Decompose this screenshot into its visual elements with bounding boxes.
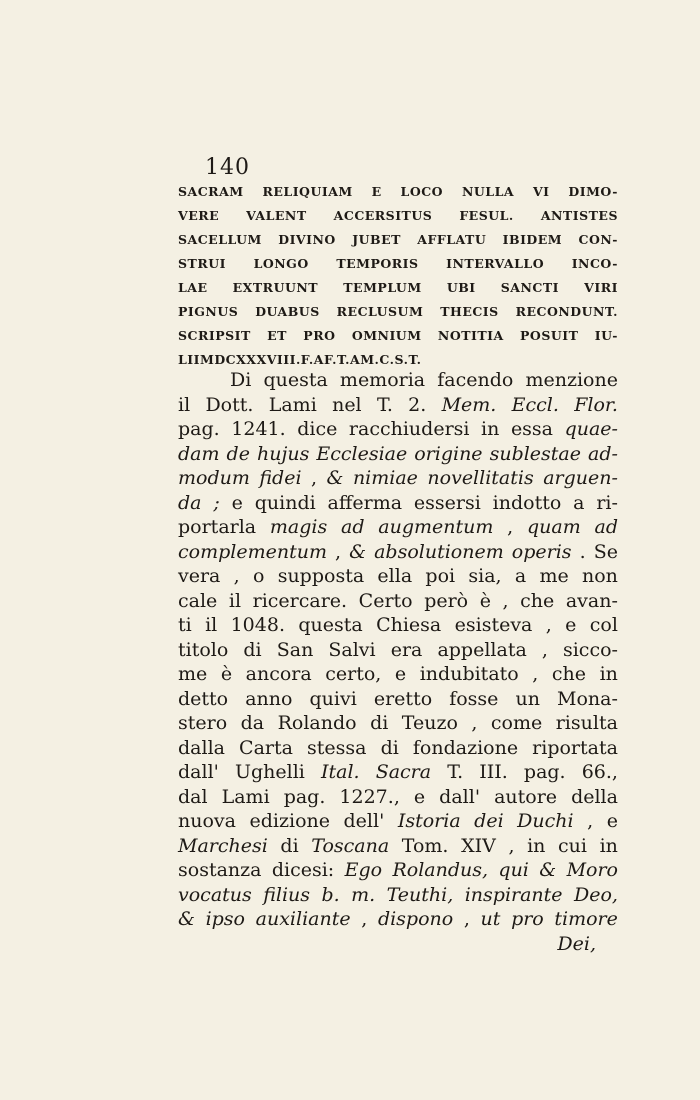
italic-word: fidei	[259, 467, 302, 489]
word: e	[413, 785, 426, 808]
italic-word: arguen-	[543, 467, 618, 489]
italic-word: ipso	[205, 908, 245, 930]
inscription-word: TEMPORIS	[336, 256, 419, 271]
italic-word: &	[178, 908, 195, 930]
word: essersi	[413, 491, 481, 514]
inscription-word: TEMPLUM	[343, 280, 422, 295]
inscription-word: NULLA	[461, 184, 515, 199]
text-line	[178, 540, 618, 565]
inscription-word: T.	[408, 352, 422, 367]
word: ,	[508, 834, 515, 857]
inscription-word: VALENT	[246, 208, 307, 223]
inscription-word: ET	[267, 328, 287, 343]
word: me	[178, 663, 208, 685]
word: e	[231, 491, 243, 514]
word: pag.	[178, 418, 220, 440]
word: da	[240, 712, 265, 734]
word: Se	[593, 540, 618, 563]
inscription-word: DIVINO	[278, 232, 336, 247]
word: in	[481, 418, 500, 440]
word: 1227.,	[339, 785, 400, 808]
word: 66.,	[581, 761, 618, 783]
text-line	[178, 393, 618, 418]
word: ,	[233, 565, 240, 587]
italic-word: quam	[526, 516, 581, 538]
inscription-word: PIGNUS	[178, 304, 239, 319]
word: appellata	[437, 638, 527, 661]
word: Teuzo	[401, 712, 458, 734]
italic-word: absolutionem	[374, 540, 504, 563]
word: pag.	[523, 761, 566, 783]
inscription-word: LONGO	[253, 256, 309, 271]
italic-word: ad-	[588, 442, 618, 465]
word: era	[390, 638, 423, 661]
inscription-word: RELIQUIAM	[262, 184, 353, 199]
inscription-word: IU-	[594, 328, 618, 343]
word: col	[589, 614, 618, 636]
word: Lami	[221, 785, 270, 808]
italic-word: complementum	[178, 540, 327, 563]
word: racchiudersi	[348, 418, 470, 440]
inscription-word: VI	[532, 184, 550, 199]
word: dall'	[439, 785, 481, 808]
word: Rolando	[277, 712, 357, 734]
word: quivi	[309, 687, 357, 710]
word: fondazione	[412, 736, 519, 759]
italic-word: da	[178, 491, 202, 514]
inscription-word: INCO-	[571, 256, 618, 271]
word: San	[276, 638, 314, 661]
word: indubitato	[419, 663, 519, 685]
word: avan-	[565, 589, 618, 612]
word: o	[252, 565, 265, 587]
text-line	[178, 638, 618, 663]
inscription-line	[178, 300, 618, 324]
word: è	[220, 663, 233, 685]
word: il	[205, 614, 218, 636]
word: 1241.	[231, 418, 286, 440]
inscription-word: POSUIT	[520, 328, 579, 343]
italic-word: Toscana	[311, 834, 390, 857]
word: ,	[361, 908, 368, 930]
text-line	[178, 368, 618, 393]
catchword: Dei,	[557, 932, 596, 955]
italic-word: timore	[554, 908, 618, 930]
word: sicco-	[562, 638, 618, 661]
word: certo,	[325, 663, 382, 685]
latin-inscription	[178, 180, 618, 372]
word: Dott.	[205, 393, 254, 416]
word: Di	[230, 369, 252, 391]
word: e	[394, 663, 407, 685]
word: nuova	[178, 810, 236, 832]
italic-word: Mem.	[441, 393, 497, 416]
inscription-line	[178, 252, 618, 276]
word: poi	[425, 565, 456, 587]
word: non	[581, 565, 618, 587]
inscription-line	[178, 228, 618, 252]
italic-word: magis	[269, 516, 328, 538]
word: questa	[298, 614, 363, 636]
text-line	[178, 760, 618, 785]
word: il	[178, 393, 191, 416]
word: ,	[471, 712, 478, 734]
italic-word: inspirante	[464, 883, 563, 906]
word: eretto	[373, 687, 433, 710]
word: fosse	[449, 687, 499, 710]
italic-word: de	[226, 442, 250, 465]
word: risulta	[555, 712, 618, 734]
word: cui	[558, 834, 587, 857]
word: ti	[178, 614, 192, 636]
italic-word: Istoria	[397, 810, 461, 832]
italic-word: Rolandus,	[392, 859, 489, 881]
word: in	[599, 834, 618, 857]
inscription-word: LAE	[178, 280, 208, 295]
text-line	[178, 858, 618, 883]
word: il	[228, 589, 242, 612]
word: è	[479, 589, 491, 612]
word: ,	[587, 810, 594, 832]
word: ,	[545, 614, 552, 636]
word: ella	[377, 565, 413, 587]
italic-word: Deo,	[574, 883, 618, 906]
italic-word: nimiae	[352, 467, 418, 489]
inscription-word: DUABUS	[255, 304, 320, 319]
inscription-word: A	[350, 352, 361, 367]
inscription-word: MDCXXXVIII.	[199, 352, 301, 367]
italic-word: qui	[498, 859, 529, 881]
word: sia,	[468, 565, 502, 587]
inscription-word: LII	[178, 352, 200, 367]
text-line	[178, 834, 618, 859]
word: dice	[297, 418, 338, 440]
inscription-word: DIMO-	[568, 184, 618, 199]
word: di	[280, 834, 299, 857]
word: a	[573, 491, 585, 514]
inscription-word: SACRAM	[178, 184, 244, 199]
inscription-word: VIRI	[584, 280, 618, 295]
italic-word: modum	[178, 467, 250, 489]
inscription-word: FESUL.	[459, 208, 514, 223]
word: menzione	[525, 369, 618, 391]
word: che	[520, 589, 555, 612]
word: facendo	[437, 369, 514, 391]
italic-word: b.	[321, 883, 340, 906]
inscription-line	[178, 180, 618, 204]
page-number: 140	[205, 155, 250, 180]
word: T.	[376, 393, 393, 416]
text-line	[178, 613, 618, 638]
inscription-word: NOTITIA	[437, 328, 504, 343]
italic-word: pro	[511, 908, 544, 930]
inscription-line	[178, 324, 618, 348]
word: anno	[245, 687, 293, 710]
inscription-word: INTERVALLO	[446, 256, 545, 271]
italic-word: quae-	[564, 418, 618, 440]
italic-word: dei	[474, 810, 504, 832]
word: di	[370, 712, 389, 734]
inscription-word: T.	[336, 352, 351, 367]
italic-word: Ego	[344, 859, 383, 881]
italic-word: Duchi	[517, 810, 574, 832]
word: nel	[332, 393, 362, 416]
word: titolo	[178, 638, 229, 661]
inscription-word: UBI	[446, 280, 476, 295]
inscription-word: C.	[379, 352, 395, 367]
word: Lami	[268, 393, 317, 416]
word: dicesi:	[271, 859, 335, 881]
word: III.	[479, 761, 508, 783]
word: Mona-	[557, 687, 618, 710]
text-line	[178, 785, 618, 810]
word: sostanza	[178, 859, 262, 881]
italic-word: &	[349, 540, 367, 563]
text-line	[178, 662, 618, 687]
italic-word: augmentum	[378, 516, 494, 538]
word: esisteva	[454, 614, 533, 636]
word: edizione	[249, 810, 330, 832]
italic-word: filius	[263, 883, 311, 906]
word: Tom.	[401, 834, 449, 857]
italic-word: Teuthi,	[386, 883, 454, 906]
italic-word: auxiliante	[255, 908, 351, 930]
inscription-word: EXTRUUNT	[232, 280, 319, 295]
word: portarla	[178, 516, 257, 538]
italic-word: Marchesi	[178, 834, 268, 857]
word: dall'	[178, 761, 219, 783]
inscription-word: F.	[300, 352, 314, 367]
italic-word: operis	[511, 540, 572, 563]
italic-word: Eccl.	[511, 393, 559, 416]
word: Carta	[239, 736, 293, 759]
word: ,	[311, 467, 318, 489]
text-line	[178, 491, 618, 516]
word: però	[424, 589, 469, 612]
word: 2.	[408, 393, 427, 416]
inscription-word: JUBET	[352, 232, 401, 247]
italic-word: ad	[341, 516, 365, 538]
italic-word: dam	[178, 442, 220, 465]
italic-word: origine	[414, 442, 483, 465]
inscription-word: VERE	[178, 208, 220, 223]
word: ancora	[245, 663, 312, 685]
inscription-word: LOCO	[400, 184, 444, 199]
word: afferma	[327, 491, 403, 514]
inscription-word: M.	[360, 352, 380, 367]
inscription-word: SCRIPSIT	[178, 328, 251, 343]
word: dalla	[178, 736, 225, 759]
word: autore	[494, 785, 558, 808]
italic-word: m.	[351, 883, 376, 906]
italic-word: Sacra	[375, 761, 432, 783]
word: e	[606, 810, 618, 832]
text-line	[178, 809, 618, 834]
italic-word: Moro	[566, 859, 618, 881]
inscription-word: RECLUSUM	[336, 304, 424, 319]
inscription-word: AFFLATU	[417, 232, 487, 247]
word: memoria	[339, 369, 426, 391]
text-line	[178, 907, 618, 932]
word: XIV	[461, 834, 496, 857]
word: detto	[178, 687, 229, 710]
word: un	[515, 687, 540, 710]
word: Salvi	[328, 638, 376, 661]
inscription-word: STRUI	[178, 256, 226, 271]
word: pag.	[283, 785, 326, 808]
word: ,	[335, 540, 342, 563]
word: stero	[178, 712, 228, 734]
inscription-word: THECIS	[440, 304, 499, 319]
italic-word: Ital.	[320, 761, 360, 783]
word: stessa	[307, 736, 367, 759]
word: in	[599, 663, 618, 685]
inscription-word: E	[371, 184, 382, 199]
word: e	[565, 614, 577, 636]
inscription-word: S.	[394, 352, 409, 367]
italic-word: Ecclesiae	[316, 442, 408, 465]
inscription-word: F.	[323, 352, 337, 367]
italic-word: vocatus	[178, 883, 252, 906]
text-line	[178, 564, 618, 589]
word: di	[243, 638, 262, 661]
inscription-word: ACCERSITUS	[333, 208, 433, 223]
word: dal	[178, 785, 208, 808]
text-line	[178, 417, 618, 442]
word: ,	[532, 663, 539, 685]
italic-word: &	[326, 467, 344, 489]
inscription-word: A	[313, 352, 324, 367]
word: quindi	[254, 491, 316, 514]
word: supposta	[277, 565, 365, 587]
inscription-word: IBIDEM	[502, 232, 563, 247]
italic-word: &	[539, 859, 557, 881]
word: dell'	[343, 810, 385, 832]
word: ,	[502, 589, 509, 612]
text-line	[178, 589, 618, 614]
word: Certo	[358, 589, 413, 612]
text-line	[178, 711, 618, 736]
word: essa	[510, 418, 554, 440]
inscription-word: RECONDUNT.	[515, 304, 618, 319]
inscription-word: ANTISTES	[540, 208, 618, 223]
inscription-word: SANCTI	[500, 280, 560, 295]
inscription-line	[178, 204, 618, 228]
italic-word: ad	[594, 516, 618, 538]
text-line	[178, 515, 618, 540]
inscription-line	[178, 276, 618, 300]
word: ,	[463, 908, 470, 930]
word: cale	[178, 589, 218, 612]
catchword-line	[178, 932, 618, 957]
italic-word: novellitatis	[427, 467, 534, 489]
text-line	[178, 466, 618, 491]
word: ,	[507, 516, 514, 538]
word: della	[571, 785, 618, 808]
inscription-word: PRO	[303, 328, 336, 343]
italian-paragraph	[178, 368, 618, 956]
italic-word: ;	[213, 491, 220, 514]
word: .	[579, 540, 586, 563]
word: in	[527, 834, 546, 857]
word: indotto	[492, 491, 562, 514]
italic-word: hujus	[256, 442, 310, 465]
word: ricercare.	[252, 589, 348, 612]
word: me	[539, 565, 569, 587]
word: che	[551, 663, 587, 685]
inscription-word: CON-	[578, 232, 618, 247]
word: Ughelli	[234, 761, 305, 783]
word: vera	[178, 565, 221, 587]
word: ,	[541, 638, 548, 661]
text-line	[178, 442, 618, 467]
inscription-word: SACELLUM	[178, 232, 262, 247]
word: Chiesa	[376, 614, 442, 636]
word: riportata	[532, 736, 618, 759]
italic-word: ut	[480, 908, 501, 930]
italic-word: Flor.	[574, 393, 618, 416]
word: 1048.	[230, 614, 285, 636]
word: di	[380, 736, 399, 759]
word: a	[514, 565, 527, 587]
word: come	[490, 712, 543, 734]
text-line	[178, 883, 618, 908]
word: ri-	[596, 491, 618, 514]
text-line	[178, 687, 618, 712]
italic-word: sublestae	[489, 442, 582, 465]
word: T.	[447, 761, 464, 783]
word: questa	[263, 369, 328, 391]
inscription-word: OMNIUM	[351, 328, 422, 343]
italic-word: dispono	[377, 908, 454, 930]
text-line	[178, 736, 618, 761]
